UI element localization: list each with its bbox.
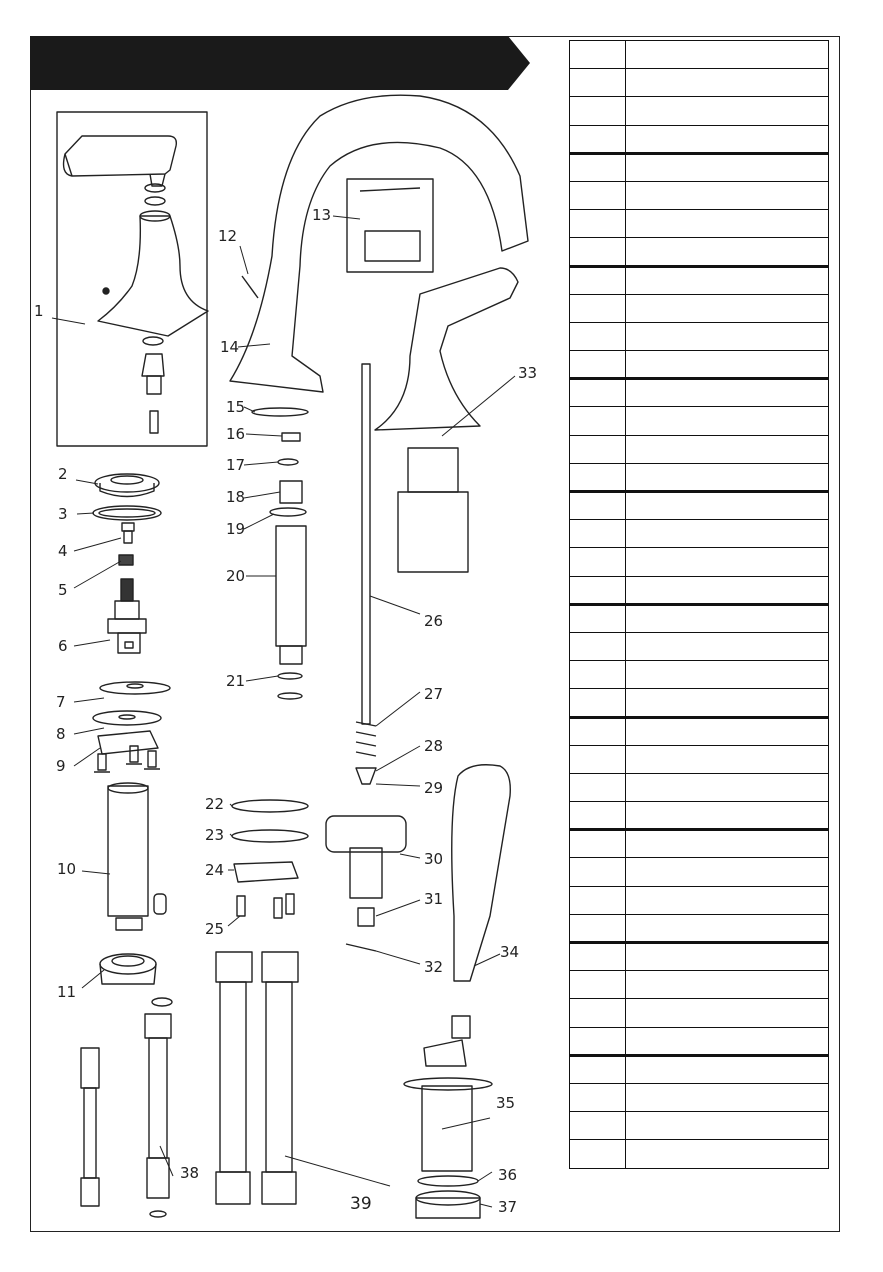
handshower-34 bbox=[452, 765, 511, 1038]
parts-table-row bbox=[570, 210, 829, 238]
parts-table-row bbox=[570, 379, 829, 407]
part-description-cell bbox=[625, 407, 828, 435]
callout-30: 30 bbox=[424, 850, 444, 868]
part-description-cell bbox=[625, 999, 828, 1027]
parts-table-row bbox=[570, 745, 829, 773]
part-number-cell bbox=[570, 830, 626, 858]
parts-table-row bbox=[570, 322, 829, 350]
rod-26 bbox=[362, 364, 370, 724]
parts-table-row bbox=[570, 1083, 829, 1111]
parts-table-row bbox=[570, 971, 829, 999]
part-number-cell bbox=[570, 886, 626, 914]
callout-6: 6 bbox=[58, 637, 68, 655]
callout-14: 14 bbox=[220, 338, 240, 356]
parts-table-row bbox=[570, 181, 829, 209]
callout-20: 20 bbox=[226, 567, 246, 585]
part-number-cell bbox=[570, 1140, 626, 1168]
exploded-parts-diagram bbox=[30, 36, 560, 1232]
part-number-cell bbox=[570, 858, 626, 886]
part-number-cell bbox=[570, 773, 626, 801]
part-description-cell bbox=[625, 717, 828, 745]
callout-1: 1 bbox=[34, 302, 44, 320]
callout-25: 25 bbox=[205, 920, 225, 938]
callout-26: 26 bbox=[424, 612, 444, 630]
part-number-cell bbox=[570, 604, 626, 632]
parts-table-row bbox=[570, 266, 829, 294]
callout-21: 21 bbox=[226, 672, 246, 690]
callout-5: 5 bbox=[58, 581, 68, 599]
part-description-cell bbox=[625, 914, 828, 942]
plate-8 bbox=[93, 711, 161, 725]
callout-12: 12 bbox=[218, 227, 238, 245]
part-number-cell bbox=[570, 41, 626, 69]
valve-body-10 bbox=[108, 783, 166, 930]
part-number-cell bbox=[570, 717, 626, 745]
parts-table-row bbox=[570, 886, 829, 914]
part-number-cell bbox=[570, 435, 626, 463]
nut-2 bbox=[95, 474, 159, 497]
bracket-24 bbox=[234, 862, 298, 882]
part-number-cell bbox=[570, 125, 626, 153]
callout-39: 39 bbox=[350, 1194, 372, 1214]
part-description-cell bbox=[625, 153, 828, 181]
part-number-cell bbox=[570, 520, 626, 548]
part-number-cell bbox=[570, 632, 626, 660]
part-number-cell bbox=[570, 463, 626, 491]
callout-37: 37 bbox=[498, 1198, 518, 1216]
parts-table-row bbox=[570, 717, 829, 745]
plate-23 bbox=[232, 830, 308, 842]
part-number-cell bbox=[570, 661, 626, 689]
part-description-cell bbox=[625, 632, 828, 660]
parts-table-row bbox=[570, 492, 829, 520]
part-description-cell bbox=[625, 1112, 828, 1140]
callout-8: 8 bbox=[56, 725, 66, 743]
parts-table-row bbox=[570, 69, 829, 97]
diverter-valve-30 bbox=[326, 816, 406, 898]
screws-25 bbox=[237, 894, 294, 918]
part-description-cell bbox=[625, 125, 828, 153]
part-description-cell bbox=[625, 858, 828, 886]
plate-22 bbox=[232, 800, 308, 812]
part-number-cell bbox=[570, 294, 626, 322]
parts-table-row bbox=[570, 632, 829, 660]
callout-28: 28 bbox=[424, 737, 444, 755]
callout-7: 7 bbox=[56, 693, 66, 711]
part-description-cell bbox=[625, 351, 828, 379]
parts-table-row bbox=[570, 548, 829, 576]
callout-15: 15 bbox=[226, 398, 246, 416]
parts-table-row bbox=[570, 1027, 829, 1055]
parts-table-row bbox=[570, 407, 829, 435]
callout-9: 9 bbox=[56, 757, 66, 775]
part-number-cell bbox=[570, 97, 626, 125]
part-description-cell bbox=[625, 773, 828, 801]
part-description-cell bbox=[625, 689, 828, 717]
part-description-cell bbox=[625, 830, 828, 858]
part-number-cell bbox=[570, 1027, 626, 1055]
parts-table-row bbox=[570, 238, 829, 266]
part-description-cell bbox=[625, 604, 828, 632]
hoses-39 bbox=[216, 952, 298, 1204]
cartridge-6 bbox=[108, 579, 146, 653]
part-description-cell bbox=[625, 463, 828, 491]
callout-33: 33 bbox=[518, 364, 538, 382]
callout-18: 18 bbox=[226, 488, 246, 506]
part-description-cell bbox=[625, 1055, 828, 1083]
parts-table-row bbox=[570, 41, 829, 69]
bracket-9 bbox=[94, 731, 160, 772]
holder-35 bbox=[404, 1040, 492, 1171]
oring-21 bbox=[278, 673, 302, 699]
stem-28 bbox=[356, 768, 376, 784]
parts-table-row bbox=[570, 1140, 829, 1168]
part-description-cell bbox=[625, 1140, 828, 1168]
parts-table-row bbox=[570, 125, 829, 153]
part-description-cell bbox=[625, 210, 828, 238]
parts-table-row bbox=[570, 351, 829, 379]
part-description-cell bbox=[625, 548, 828, 576]
parts-table-row bbox=[570, 914, 829, 942]
part-number-cell bbox=[570, 914, 626, 942]
callout-4: 4 bbox=[58, 542, 68, 560]
parts-table-row bbox=[570, 661, 829, 689]
clip-32 bbox=[346, 944, 376, 951]
parts-table-row bbox=[570, 773, 829, 801]
part-description-cell bbox=[625, 492, 828, 520]
part-number-cell bbox=[570, 999, 626, 1027]
callout-31: 31 bbox=[424, 890, 444, 908]
part-number-cell bbox=[570, 379, 626, 407]
parts-table-row bbox=[570, 294, 829, 322]
part-number-cell bbox=[570, 69, 626, 97]
part-description-cell bbox=[625, 435, 828, 463]
parts-table-row bbox=[570, 153, 829, 181]
part-number-cell bbox=[570, 1083, 626, 1111]
part-description-cell bbox=[625, 181, 828, 209]
part-description-cell bbox=[625, 322, 828, 350]
parts-table-row bbox=[570, 802, 829, 830]
part-number-cell bbox=[570, 181, 626, 209]
plate-7 bbox=[100, 682, 170, 694]
parts-table-row bbox=[570, 435, 829, 463]
callout-29: 29 bbox=[424, 779, 444, 797]
callout-10: 10 bbox=[57, 860, 77, 878]
part-description-cell bbox=[625, 266, 828, 294]
part-description-cell bbox=[625, 69, 828, 97]
adapter-31 bbox=[358, 908, 374, 926]
callout-35: 35 bbox=[496, 1094, 516, 1112]
part-description-cell bbox=[625, 576, 828, 604]
part-number-cell bbox=[570, 576, 626, 604]
part-description-cell bbox=[625, 745, 828, 773]
part-number-cell bbox=[570, 548, 626, 576]
callout-36: 36 bbox=[498, 1166, 518, 1184]
callout-24: 24 bbox=[205, 861, 225, 879]
handle-33 bbox=[375, 268, 518, 572]
callout-2: 2 bbox=[58, 465, 68, 483]
parts-table-row bbox=[570, 689, 829, 717]
callout-27: 27 bbox=[424, 685, 444, 703]
part-number-cell bbox=[570, 943, 626, 971]
part-number-cell bbox=[570, 689, 626, 717]
hose-38 bbox=[81, 998, 172, 1217]
nut-11 bbox=[100, 954, 156, 984]
part-number-cell bbox=[570, 492, 626, 520]
part-description-cell bbox=[625, 97, 828, 125]
seal-5 bbox=[119, 555, 133, 565]
part-description-cell bbox=[625, 238, 828, 266]
part-description-cell bbox=[625, 886, 828, 914]
parts-table-row bbox=[570, 520, 829, 548]
parts-table-row bbox=[570, 858, 829, 886]
parts-list-table bbox=[569, 40, 829, 1169]
part-description-cell bbox=[625, 1083, 828, 1111]
washer-3 bbox=[93, 506, 161, 520]
part-number-cell bbox=[570, 407, 626, 435]
oring-17 bbox=[278, 459, 298, 465]
nut-37 bbox=[416, 1191, 480, 1218]
part-description-cell bbox=[625, 1027, 828, 1055]
oring-19 bbox=[270, 508, 306, 516]
parts-table-row bbox=[570, 463, 829, 491]
callout-19: 19 bbox=[226, 520, 246, 538]
part-description-cell bbox=[625, 41, 828, 69]
shank-20 bbox=[276, 526, 306, 664]
callout-13: 13 bbox=[312, 206, 332, 224]
adapter-4 bbox=[122, 523, 134, 543]
parts-table-row bbox=[570, 1112, 829, 1140]
aerator-13 bbox=[347, 179, 433, 272]
parts-table-row bbox=[570, 604, 829, 632]
callout-3: 3 bbox=[58, 505, 68, 523]
parts-table-row bbox=[570, 576, 829, 604]
part-description-cell bbox=[625, 520, 828, 548]
parts-table-row bbox=[570, 97, 829, 125]
callout-22: 22 bbox=[205, 795, 225, 813]
part-description-cell bbox=[625, 943, 828, 971]
part-description-cell bbox=[625, 971, 828, 999]
parts-table-row bbox=[570, 943, 829, 971]
callout-23: 23 bbox=[205, 826, 225, 844]
part-number-cell bbox=[570, 322, 626, 350]
washer-36 bbox=[418, 1176, 478, 1186]
part-number-cell bbox=[570, 153, 626, 181]
part-description-cell bbox=[625, 661, 828, 689]
parts-table-row bbox=[570, 999, 829, 1027]
callout-11: 11 bbox=[57, 983, 77, 1001]
part-description-cell bbox=[625, 802, 828, 830]
part-number-cell bbox=[570, 1112, 626, 1140]
fitting-18 bbox=[280, 481, 302, 503]
bushing-16 bbox=[282, 433, 300, 441]
part-number-cell bbox=[570, 802, 626, 830]
part-number-cell bbox=[570, 238, 626, 266]
part-number-cell bbox=[570, 210, 626, 238]
callout-34: 34 bbox=[500, 943, 520, 961]
callout-17: 17 bbox=[226, 456, 246, 474]
part-description-cell bbox=[625, 379, 828, 407]
part-number-cell bbox=[570, 266, 626, 294]
parts-table-row bbox=[570, 1055, 829, 1083]
callout-32: 32 bbox=[424, 958, 444, 976]
part-number-cell bbox=[570, 351, 626, 379]
lever-handle-1 bbox=[64, 136, 208, 433]
parts-table-row bbox=[570, 830, 829, 858]
part-number-cell bbox=[570, 1055, 626, 1083]
spring-27 bbox=[356, 722, 376, 756]
callout-38: 38 bbox=[180, 1164, 200, 1182]
oring-15 bbox=[252, 408, 308, 416]
part-description-cell bbox=[625, 294, 828, 322]
part-number-cell bbox=[570, 971, 626, 999]
part-number-cell bbox=[570, 745, 626, 773]
callout-16: 16 bbox=[226, 425, 246, 443]
